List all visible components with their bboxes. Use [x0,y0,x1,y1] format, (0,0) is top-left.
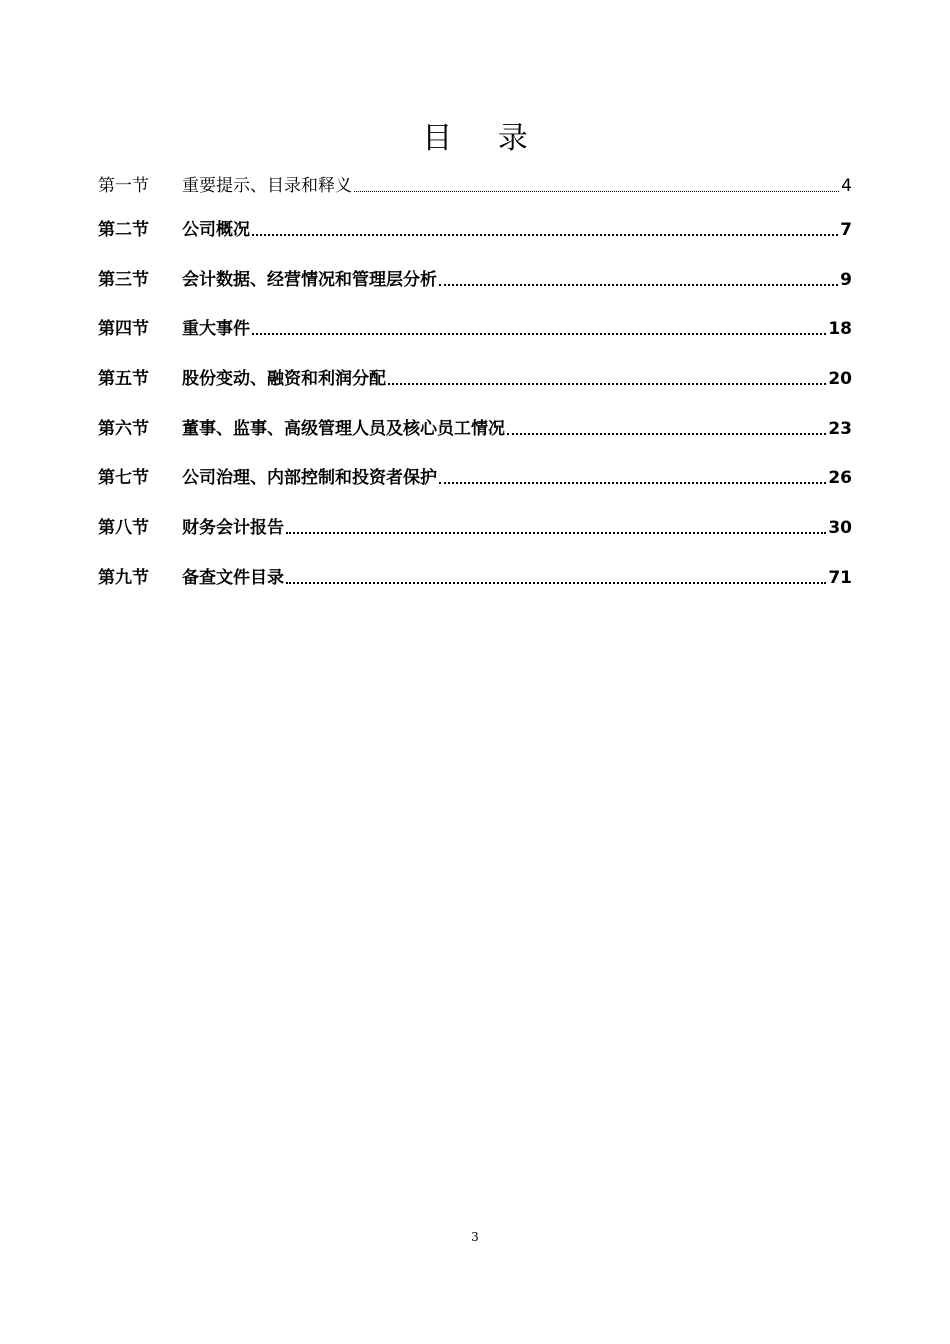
toc-section-number: 第三节 [98,270,149,290]
toc-page-number: 4 [841,176,852,196]
toc-page-number: 9 [840,270,852,290]
toc-section-title: 董事、监事、高级管理人员及核心员工情况 [182,419,505,439]
toc-section-number: 第八节 [98,518,149,538]
toc-entry-9[interactable] [98,564,852,590]
toc-dot-leader [439,268,838,292]
toc-dot-leader [286,566,826,590]
toc-page-number: 30 [828,518,852,538]
toc-dot-leader [388,367,826,391]
toc-dot-leader [252,218,838,242]
toc-dot-leader [286,516,826,540]
toc-section-number: 第九节 [98,568,149,588]
toc-section-number: 第七节 [98,468,149,488]
toc-entry-1[interactable] [98,172,852,198]
toc-page-number: 18 [828,319,852,339]
toc-section-title: 财务会计报告 [182,518,284,538]
toc-dot-leader [507,417,826,441]
toc-entry-7[interactable] [98,464,852,490]
toc-entry-3[interactable] [98,266,852,292]
toc-dot-leader [252,317,826,341]
toc-section-title: 股份变动、融资和利润分配 [182,369,386,389]
toc-dot-leader [354,174,839,198]
toc-entry-5[interactable] [98,365,852,391]
toc-section-title: 重大事件 [182,319,250,339]
toc-entry-8[interactable] [98,514,852,540]
toc-page-number: 26 [828,468,852,488]
toc-section-title: 重要提示、目录和释义 [182,176,352,196]
toc-section-number: 第六节 [98,419,149,439]
toc-page-number: 23 [828,419,852,439]
toc-page-number: 7 [840,220,852,240]
toc-dot-leader [439,466,826,490]
toc-entry-4[interactable] [98,315,852,341]
toc-section-title: 会计数据、经营情况和管理层分析 [182,270,437,290]
toc-section-number: 第一节 [98,176,149,196]
toc-section-number: 第二节 [98,220,149,240]
toc-section-title: 备查文件目录 [182,568,284,588]
toc-page-number: 20 [828,369,852,389]
page-number-footer: 3 [471,1230,479,1244]
toc-section-number: 第四节 [98,319,149,339]
toc-entry-6[interactable] [98,415,852,441]
toc-page-number: 71 [828,568,852,588]
toc-entry-2[interactable] [98,216,852,242]
toc-section-number: 第五节 [98,369,149,389]
toc-section-title: 公司治理、内部控制和投资者保护 [182,468,437,488]
toc-section-title: 公司概况 [182,220,250,240]
toc-title: 目 录 [422,121,546,156]
